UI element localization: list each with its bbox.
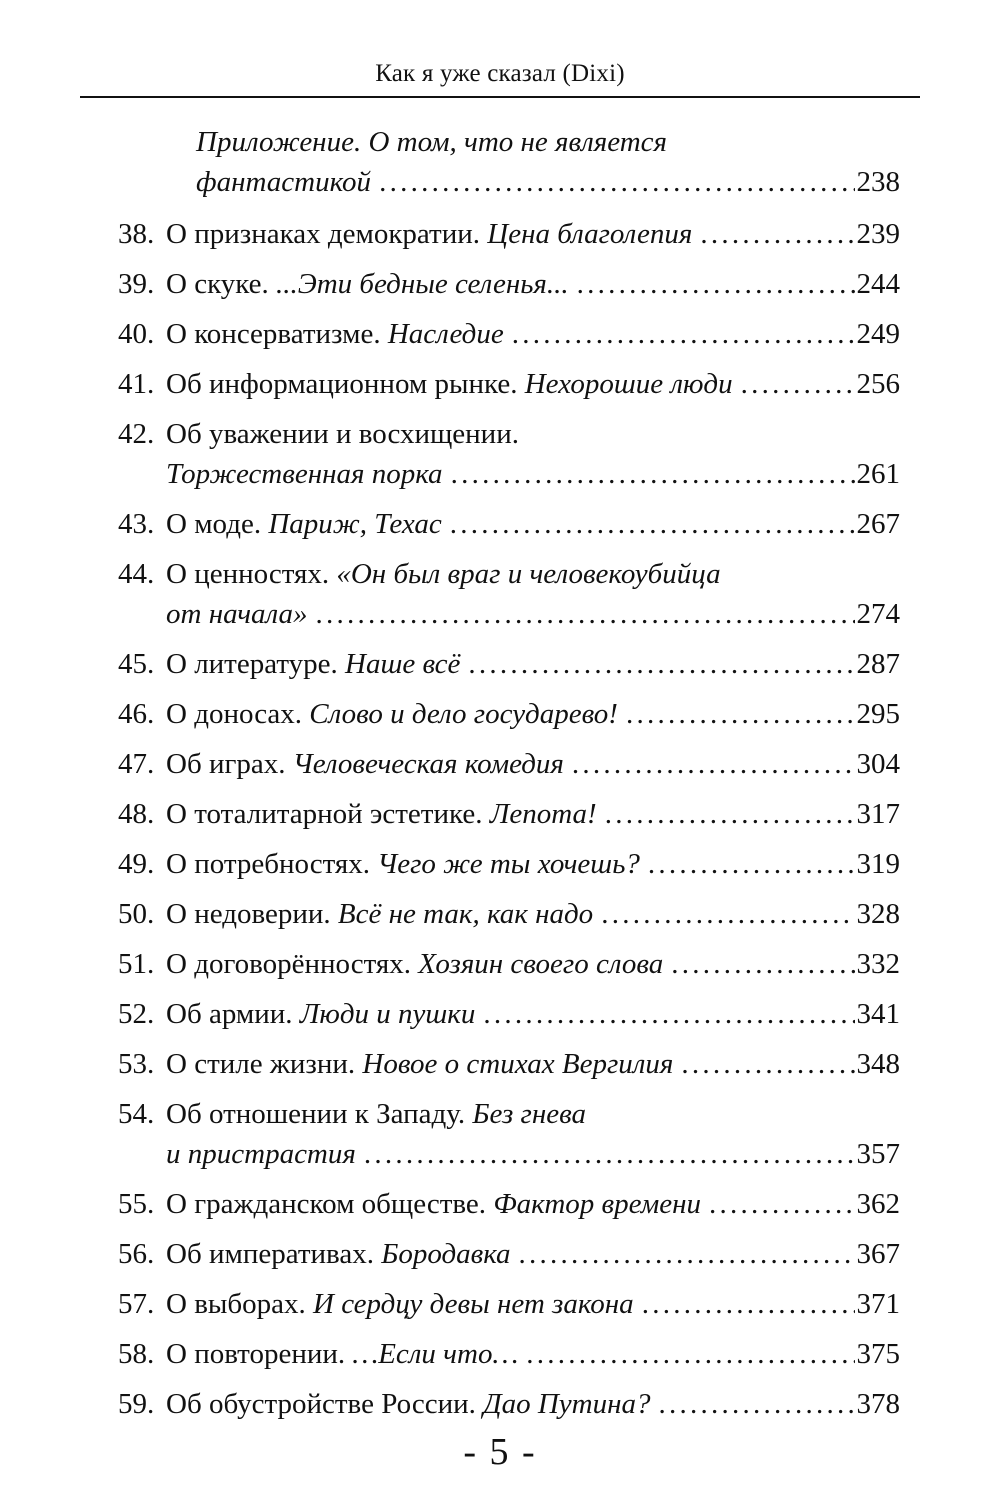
entry-page-number: 244 bbox=[856, 268, 900, 300]
dot-leader bbox=[512, 314, 855, 354]
entry-number: 52. bbox=[118, 998, 155, 1030]
entry-number: 47. bbox=[118, 748, 155, 780]
entry-number: 41. bbox=[118, 368, 155, 400]
entry-page-number: 375 bbox=[856, 1338, 900, 1370]
dot-leader bbox=[526, 1334, 854, 1374]
dot-leader bbox=[709, 1184, 854, 1224]
entry-title: Об императивах. bbox=[166, 1238, 374, 1270]
entry-subtitle: Человеческая комедия bbox=[292, 748, 564, 780]
entry-title: О стиле жизни. bbox=[166, 1048, 356, 1080]
entry-subtitle-continued: и пристрастия bbox=[166, 1138, 356, 1170]
entry-number: 38. bbox=[118, 218, 155, 250]
entry-subtitle: Без гнева bbox=[472, 1098, 586, 1130]
dot-leader bbox=[658, 1384, 854, 1424]
toc-entry bbox=[118, 1044, 900, 1084]
entry-title: О признаках демократии. bbox=[166, 218, 481, 250]
entry-title: О договорённостях. bbox=[166, 948, 411, 980]
entry-page-number: 249 bbox=[856, 318, 900, 350]
dot-leader bbox=[605, 794, 855, 834]
entry-subtitle: Новое о стихах Вергилия bbox=[362, 1048, 674, 1080]
entry-page-number: 357 bbox=[856, 1138, 900, 1170]
entry-number: 44. bbox=[118, 558, 155, 590]
entry-page-number: 256 bbox=[856, 368, 900, 400]
entry-title: О выборах. bbox=[166, 1288, 306, 1320]
entry-title-italic: Приложение. О том, что не является bbox=[196, 126, 667, 158]
toc-entry bbox=[118, 994, 900, 1034]
toc-entry bbox=[118, 944, 900, 984]
dot-leader bbox=[451, 454, 855, 494]
toc-entry bbox=[118, 844, 900, 884]
entry-title: О скуке. bbox=[166, 268, 269, 300]
entry-subtitle: Наследие bbox=[387, 318, 504, 350]
entry-page-number: 274 bbox=[856, 598, 900, 630]
dot-leader bbox=[450, 504, 855, 544]
toc-entry-appendix bbox=[118, 122, 900, 202]
entry-title: О доносах. bbox=[166, 698, 303, 730]
entry-page-number: 287 bbox=[856, 648, 900, 680]
toc-entry bbox=[118, 1384, 900, 1424]
entry-page-number: 261 bbox=[856, 458, 900, 490]
entry-subtitle: Дао Путина? bbox=[483, 1388, 651, 1420]
entry-number: 53. bbox=[118, 1048, 155, 1080]
entry-title: О ценностях. bbox=[166, 558, 330, 590]
dot-leader bbox=[671, 944, 854, 984]
dot-leader bbox=[648, 844, 855, 884]
entry-title: О повторении. bbox=[166, 1338, 346, 1370]
entry-page-number: 328 bbox=[856, 898, 900, 930]
dot-leader bbox=[577, 264, 855, 304]
entry-subtitle: Слово и дело государево! bbox=[309, 698, 618, 730]
dot-leader bbox=[468, 644, 854, 684]
entry-number: 40. bbox=[118, 318, 155, 350]
dot-leader bbox=[741, 364, 855, 404]
entry-number: 55. bbox=[118, 1188, 155, 1220]
entry-number: 58. bbox=[118, 1338, 155, 1370]
entry-page-number: 295 bbox=[856, 698, 900, 730]
entry-subtitle: Париж, Техас bbox=[268, 508, 442, 540]
entry-number: 45. bbox=[118, 648, 155, 680]
entry-title: О консерватизме. bbox=[166, 318, 381, 350]
dot-leader bbox=[483, 994, 854, 1034]
entry-number: 48. bbox=[118, 798, 155, 830]
toc-entry bbox=[118, 1284, 900, 1324]
toc-entry bbox=[118, 644, 900, 684]
page-folio: - 5 - bbox=[463, 1431, 537, 1473]
entry-title: О недоверии. bbox=[166, 898, 331, 930]
entry-subtitle: Нехорошие люди bbox=[524, 368, 733, 400]
entry-number: 56. bbox=[118, 1238, 155, 1270]
dot-leader bbox=[642, 1284, 855, 1324]
running-head: Как я уже сказал (Dixi) bbox=[375, 60, 625, 87]
entry-page-number: 267 bbox=[856, 508, 900, 540]
toc-entry bbox=[118, 214, 900, 254]
entry-page-number: 362 bbox=[856, 1188, 900, 1220]
toc-entry bbox=[118, 794, 900, 834]
entry-subtitle: …Если что… bbox=[352, 1338, 519, 1370]
entry-number: 46. bbox=[118, 698, 155, 730]
toc-entry bbox=[118, 744, 900, 784]
entry-number: 54. bbox=[118, 1098, 155, 1130]
toc-entry bbox=[118, 264, 900, 304]
entry-subtitle: Хозяин своего слова bbox=[418, 948, 664, 980]
toc-entry bbox=[118, 1184, 900, 1224]
entry-subtitle: Цена благолепия bbox=[487, 218, 693, 250]
entry-title: Об обустройстве России. bbox=[166, 1388, 476, 1420]
entry-number: 51. bbox=[118, 948, 155, 980]
entry-title: О потребностях. bbox=[166, 848, 370, 880]
entry-subtitle: Фактор времени bbox=[493, 1188, 702, 1220]
entry-subtitle: Лепота! bbox=[489, 798, 597, 830]
entry-number: 59. bbox=[118, 1388, 155, 1420]
toc-entry bbox=[118, 1234, 900, 1274]
entry-page-number: 332 bbox=[856, 948, 900, 980]
entry-number: 43. bbox=[118, 508, 155, 540]
entry-title: О литературе. bbox=[166, 648, 338, 680]
entry-title-italic: фантастикой bbox=[196, 166, 372, 198]
entry-title: Об армии. bbox=[166, 998, 293, 1030]
dot-leader bbox=[379, 162, 854, 202]
entry-subtitle: Чего же ты хочешь? bbox=[377, 848, 640, 880]
entry-number: 50. bbox=[118, 898, 155, 930]
dot-leader bbox=[572, 744, 855, 784]
toc-entry bbox=[118, 554, 900, 634]
dot-leader bbox=[519, 1234, 855, 1274]
header-rule bbox=[80, 96, 920, 98]
entry-subtitle-continued: от начала» bbox=[166, 598, 308, 630]
entry-title: Об играх. bbox=[166, 748, 286, 780]
dot-leader bbox=[681, 1044, 854, 1084]
entry-subtitle: Люди и пушки bbox=[299, 998, 476, 1030]
entry-title: Об уважении и восхищении. bbox=[166, 418, 519, 450]
entry-page-number: 304 bbox=[856, 748, 900, 780]
entry-title: О тоталитарной эстетике. bbox=[166, 798, 483, 830]
dot-leader bbox=[700, 214, 854, 254]
toc-entry bbox=[118, 414, 900, 494]
entry-subtitle: Наше всё bbox=[345, 648, 461, 680]
entry-page-number: 239 bbox=[856, 218, 900, 250]
dot-leader bbox=[316, 594, 855, 634]
dot-leader bbox=[364, 1134, 855, 1174]
entry-subtitle: Бородавка bbox=[381, 1238, 511, 1270]
entry-subtitle: ...Эти бедные селенья... bbox=[275, 268, 569, 300]
table-of-contents bbox=[118, 122, 900, 1424]
entry-page-number: 238 bbox=[856, 166, 900, 198]
entry-number: 42. bbox=[118, 418, 155, 450]
toc-entry bbox=[118, 314, 900, 354]
entry-page-number: 348 bbox=[856, 1048, 900, 1080]
toc-entry bbox=[118, 694, 900, 734]
toc-entry bbox=[118, 894, 900, 934]
entry-page-number: 319 bbox=[856, 848, 900, 880]
toc-entry bbox=[118, 364, 900, 404]
entry-number: 39. bbox=[118, 268, 155, 300]
toc-entry bbox=[118, 1334, 900, 1374]
toc-entry bbox=[118, 504, 900, 544]
entry-subtitle: Торжественная порка bbox=[166, 458, 443, 490]
entry-subtitle: Всё не так, как надо bbox=[337, 898, 594, 930]
entry-page-number: 317 bbox=[856, 798, 900, 830]
entry-page-number: 378 bbox=[856, 1388, 900, 1420]
entry-title: О моде. bbox=[166, 508, 262, 540]
dot-leader bbox=[601, 894, 854, 934]
entry-page-number: 367 bbox=[856, 1238, 900, 1270]
entry-subtitle: «Он был враг и человекоубийца bbox=[336, 558, 721, 590]
toc-entry bbox=[118, 1094, 900, 1174]
entry-number: 57. bbox=[118, 1288, 155, 1320]
entry-page-number: 371 bbox=[856, 1288, 900, 1320]
entry-page-number: 341 bbox=[856, 998, 900, 1030]
entry-title: Об информационном рынке. bbox=[166, 368, 518, 400]
entry-title: Об отношении к Западу. bbox=[166, 1098, 466, 1130]
entry-number: 49. bbox=[118, 848, 155, 880]
entry-subtitle: И сердцу девы нет закона bbox=[313, 1288, 634, 1320]
entry-title: О гражданском обществе. bbox=[166, 1188, 487, 1220]
dot-leader bbox=[626, 694, 855, 734]
